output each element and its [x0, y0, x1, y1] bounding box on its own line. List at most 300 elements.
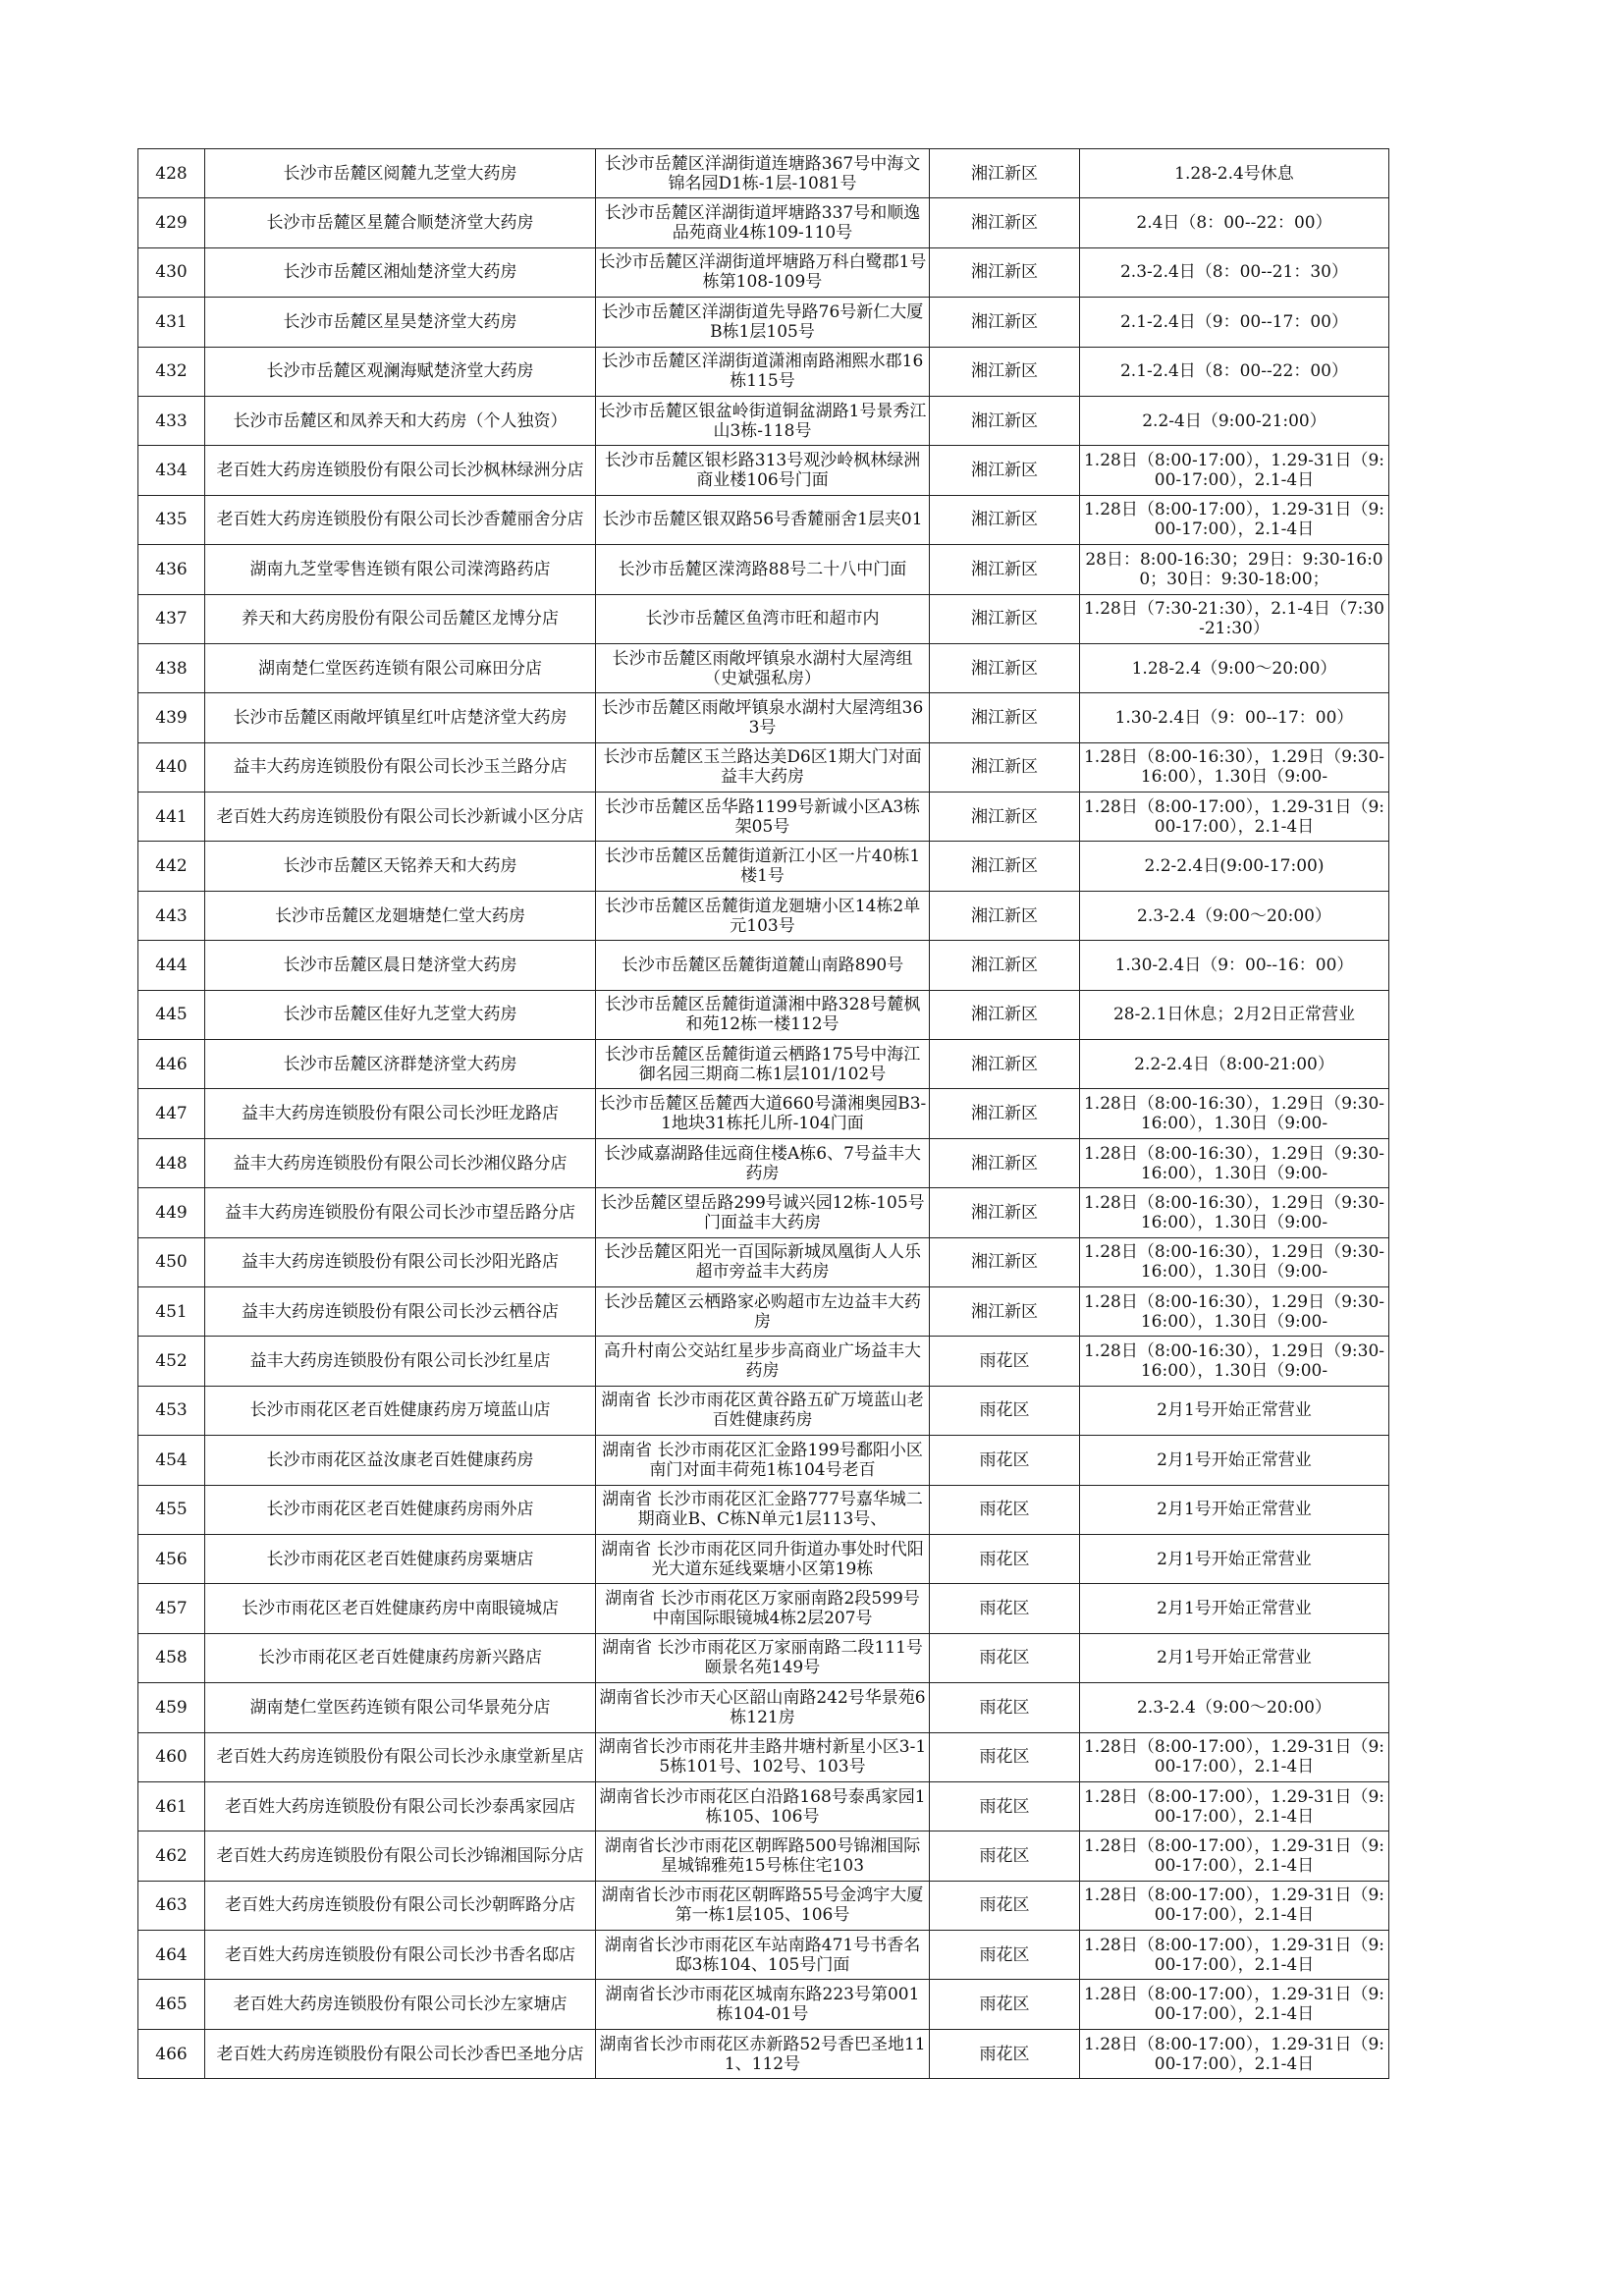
address-cell-text: 长沙市岳麓区银杉路313号观沙岭枫林绿洲商业楼106号门面: [604, 451, 921, 491]
row-number-cell-text: 451: [155, 1301, 188, 1322]
pharmacy-name-cell-text: 老百姓大药房连锁股份有限公司长沙锦湘国际分店: [216, 1845, 584, 1866]
pharmacy-name-cell: [205, 742, 596, 792]
business-hours-cell-text: 2月1号开始正常营业: [1157, 1549, 1312, 1569]
pharmacy-name-cell: [205, 347, 596, 396]
address-cell: [596, 1237, 930, 1286]
district-cell-text: 湘江新区: [971, 955, 1038, 975]
address-cell-text: 长沙市岳麓区岳麓街道新江小区一片40栋1楼1号: [604, 847, 921, 887]
table-row: [138, 1831, 1389, 1881]
address-cell-text: 湖南省长沙市雨花区城南东路223号第001栋104-01号: [605, 1985, 920, 2025]
pharmacy-name-cell-text: 益丰大药房连锁股份有限公司长沙红星店: [249, 1351, 551, 1372]
district-cell: [930, 1633, 1080, 1682]
business-hours-cell: [1080, 1188, 1389, 1237]
district-cell-text: 湘江新区: [971, 361, 1038, 382]
row-number-cell: [138, 298, 205, 347]
district-cell: [930, 446, 1080, 495]
address-cell: [596, 1485, 930, 1534]
district-cell: [930, 693, 1080, 742]
pharmacy-name-cell-text: 长沙市岳麓区和凤养天和大药房（个人独资）: [233, 410, 568, 431]
business-hours-cell: [1080, 742, 1389, 792]
address-cell: [596, 1931, 930, 1980]
pharmacy-name-cell-text: 长沙市雨花区益汝康老百姓健康药房: [266, 1449, 534, 1470]
district-cell: [930, 198, 1080, 247]
address-cell: [596, 1040, 930, 1089]
row-number-cell: [138, 1188, 205, 1237]
pharmacy-name-cell-text: 益丰大药房连锁股份有限公司长沙云栖谷店: [242, 1301, 559, 1322]
pharmacy-name-cell: [205, 941, 596, 990]
address-cell: [596, 1781, 930, 1831]
district-cell-text: 湘江新区: [971, 1054, 1038, 1074]
row-number-cell: [138, 446, 205, 495]
table-row: [138, 545, 1389, 594]
district-cell: [930, 347, 1080, 396]
address-cell-text: 长沙市岳麓区雨敞坪镇泉水湖村大屋湾组363号: [601, 697, 924, 738]
pharmacy-name-cell-text: 湖南九芝堂零售连锁有限公司溁湾路药店: [249, 559, 551, 579]
pharmacy-name-cell: [205, 1633, 596, 1682]
business-hours-cell-text: 1.28日（8:00-17:00），1.29-31日（9:00-17:00），2.1-4日: [1083, 796, 1385, 837]
business-hours-cell-text: 1.28-2.4号休息: [1174, 163, 1294, 184]
address-cell: [596, 643, 930, 692]
business-hours-cell-text: 1.28日（8:00-17:00），1.29-31日（9:00-17:00），2.1-4日: [1083, 500, 1385, 540]
address-cell-text: 湖南省长沙市雨花区车站南路471号书香名邸3栋104、105号门面: [604, 1935, 921, 1975]
business-hours-cell: [1080, 1881, 1389, 1930]
district-cell-text: 雨花区: [979, 2044, 1030, 2064]
address-cell-text: 长沙岳麓区阳光一百国际新城凤凰街人人乐超市旁益丰大药房: [604, 1242, 921, 1283]
address-cell-text: 长沙市岳麓区洋湖街道坪塘路万科白鹭郡1号栋第108-109号: [598, 252, 927, 293]
business-hours-cell: [1080, 1732, 1389, 1781]
pharmacy-name-cell: [205, 2029, 596, 2078]
pharmacy-name-cell: [205, 1138, 596, 1187]
business-hours-cell: [1080, 1931, 1389, 1980]
row-number-cell: [138, 1881, 205, 1930]
table-body: [138, 149, 1389, 2079]
pharmacy-name-cell: [205, 793, 596, 842]
row-number-cell-text: 434: [155, 461, 188, 481]
district-cell: [930, 1386, 1080, 1435]
address-cell-text: 长沙市岳麓区洋湖街道坪塘路337号和顺逸品苑商业4栋109-110号: [604, 203, 921, 244]
district-cell: [930, 1089, 1080, 1138]
district-cell-text: 雨花区: [979, 1549, 1030, 1569]
business-hours-cell: [1080, 1237, 1389, 1286]
row-number-cell-text: 460: [155, 1747, 188, 1768]
district-cell: [930, 643, 1080, 692]
pharmacy-name-cell-text: 益丰大药房连锁股份有限公司长沙旺龙路店: [242, 1104, 559, 1124]
table-row: [138, 247, 1389, 297]
pharmacy-name-cell-text: 老百姓大药房连锁股份有限公司长沙新诚小区分店: [216, 806, 584, 827]
business-hours-cell: [1080, 1584, 1389, 1633]
district-cell: [930, 1781, 1080, 1831]
table-row: [138, 1286, 1389, 1336]
district-cell: [930, 1286, 1080, 1336]
business-hours-cell: [1080, 1633, 1389, 1682]
row-number-cell-text: 465: [155, 1995, 188, 2015]
row-number-cell: [138, 1931, 205, 1980]
row-number-cell: [138, 1683, 205, 1732]
district-cell: [930, 1436, 1080, 1485]
district-cell-text: 雨花区: [979, 1796, 1030, 1817]
table-row: [138, 1732, 1389, 1781]
row-number-cell-text: 432: [155, 361, 188, 382]
pharmacy-name-cell: [205, 298, 596, 347]
table-row: [138, 1534, 1389, 1583]
business-hours-cell: [1080, 891, 1389, 940]
business-hours-cell: [1080, 396, 1389, 445]
business-hours-cell-text: 1.28日（8:00-17:00），1.29-31日（9:00-17:00），2.1-4日: [1083, 1985, 1385, 2025]
pharmacy-name-cell: [205, 1436, 596, 1485]
district-cell: [930, 1980, 1080, 2029]
table-row: [138, 891, 1389, 940]
pharmacy-name-cell-text: 益丰大药房连锁股份有限公司长沙玉兰路分店: [233, 757, 568, 778]
business-hours-cell-text: 1.28日（7:30-21:30），2.1-4日（7:30-21:30）: [1083, 599, 1385, 639]
row-number-cell: [138, 1781, 205, 1831]
pharmacy-name-cell-text: 长沙市岳麓区济群楚济堂大药房: [283, 1054, 517, 1074]
pharmacy-name-cell: [205, 693, 596, 742]
district-cell: [930, 1485, 1080, 1534]
pharmacy-name-cell: [205, 495, 596, 544]
address-cell: [596, 693, 930, 742]
business-hours-cell: [1080, 1534, 1389, 1583]
pharmacy-name-cell-text: 长沙市岳麓区天铭养天和大药房: [283, 856, 517, 877]
row-number-cell-text: 435: [155, 510, 188, 530]
district-cell: [930, 1831, 1080, 1881]
business-hours-cell-text: 2月1号开始正常营业: [1157, 1449, 1312, 1470]
business-hours-cell-text: 1.30-2.4日（9：00--16：00）: [1114, 955, 1354, 975]
row-number-cell-text: 456: [155, 1549, 188, 1569]
district-cell: [930, 742, 1080, 792]
business-hours-cell: [1080, 446, 1389, 495]
address-cell-text: 长沙市岳麓区洋湖街道潇湘南路湘熙水郡16栋115号: [601, 352, 924, 392]
business-hours-cell-text: 1.28日（8:00-16:30），1.29日（9:30-16:00），1.30日（9:00-: [1083, 1192, 1385, 1232]
address-cell: [596, 1881, 930, 1930]
row-number-cell: [138, 396, 205, 445]
row-number-cell: [138, 1534, 205, 1583]
district-cell-text: 湘江新区: [971, 757, 1038, 778]
address-cell: [596, 1138, 930, 1187]
business-hours-cell-text: 2.2-2.4日（8:00-21:00）: [1134, 1054, 1334, 1074]
business-hours-cell-text: 1.28日（8:00-17:00），1.29-31日（9:00-17:00），2.1-4日: [1083, 1786, 1385, 1827]
business-hours-cell-text: 1.28日（8:00-16:30），1.29日（9:30-16:00），1.30日（9:00-: [1083, 1143, 1385, 1183]
address-cell-text: 湖南省长沙市雨花区朝晖路500号锦湘国际星城锦雅苑15号栋住宅103: [604, 1835, 921, 1876]
pharmacy-name-cell-text: 长沙市岳麓区雨敞坪镇星红叶店楚济堂大药房: [233, 707, 568, 728]
pharmacy-name-cell: [205, 1534, 596, 1583]
district-cell-text: 湘江新区: [971, 262, 1038, 283]
address-cell: [596, 2029, 930, 2078]
row-number-cell-text: 458: [155, 1648, 188, 1668]
district-cell-text: 湘江新区: [971, 213, 1038, 234]
pharmacy-name-cell-text: 益丰大药房连锁股份有限公司长沙市望岳路分店: [225, 1202, 575, 1223]
row-number-cell: [138, 1732, 205, 1781]
address-cell-text: 湖南省长沙市雨花井圭路井塘村新星小区3-15栋101号、102号、103号: [598, 1737, 927, 1777]
business-hours-cell: [1080, 198, 1389, 247]
address-cell: [596, 941, 930, 990]
business-hours-cell-text: 2月1号开始正常营业: [1157, 1400, 1312, 1421]
district-cell-text: 湘江新区: [971, 856, 1038, 877]
pharmacy-name-cell: [205, 1881, 596, 1930]
row-number-cell-text: 441: [155, 806, 188, 827]
business-hours-cell: [1080, 1337, 1389, 1386]
business-hours-cell: [1080, 594, 1389, 643]
pharmacy-name-cell: [205, 1781, 596, 1831]
table-row: [138, 1485, 1389, 1534]
address-cell: [596, 545, 930, 594]
row-number-cell: [138, 742, 205, 792]
row-number-cell: [138, 643, 205, 692]
row-number-cell-text: 428: [155, 163, 188, 184]
address-cell-text: 湖南省长沙市雨花区白沿路168号泰禹家园1栋105、106号: [599, 1786, 926, 1827]
row-number-cell: [138, 891, 205, 940]
district-cell-text: 雨花区: [979, 1648, 1030, 1668]
table-row: [138, 1237, 1389, 1286]
row-number-cell: [138, 1337, 205, 1386]
business-hours-cell-text: 1.28日（8:00-16:30），1.29日（9:30-16:00），1.30日（9:00-: [1083, 747, 1385, 788]
pharmacy-name-cell-text: 长沙市岳麓区龙廻塘楚仁堂大药房: [275, 905, 525, 926]
row-number-cell: [138, 941, 205, 990]
address-cell-text: 湖南省长沙市天心区韶山南路242号华景苑6栋121房: [599, 1687, 926, 1727]
address-cell-text: 湖南省 长沙市雨花区同升街道办事处时代阳光大道东延线粟塘小区第19栋: [601, 1539, 924, 1579]
district-cell: [930, 1931, 1080, 1980]
district-cell: [930, 594, 1080, 643]
business-hours-cell: [1080, 247, 1389, 297]
pharmacy-name-cell-text: 老百姓大药房连锁股份有限公司长沙泰禹家园店: [225, 1796, 575, 1817]
business-hours-cell-text: 2月1号开始正常营业: [1157, 1500, 1312, 1520]
district-cell: [930, 990, 1080, 1039]
table-row: [138, 742, 1389, 792]
business-hours-cell: [1080, 1040, 1389, 1089]
address-cell-text: 长沙市岳麓区岳麓街道潇湘中路328号麓枫和苑12栋一楼112号: [604, 995, 921, 1035]
pharmacy-table: [137, 148, 1389, 2079]
row-number-cell: [138, 1089, 205, 1138]
pharmacy-name-cell-text: 老百姓大药房连锁股份有限公司长沙香麓丽舍分店: [216, 510, 584, 530]
pharmacy-name-cell-text: 老百姓大药房连锁股份有限公司长沙左家塘店: [233, 1995, 568, 2015]
row-number-cell: [138, 842, 205, 891]
business-hours-cell: [1080, 842, 1389, 891]
pharmacy-name-cell: [205, 1188, 596, 1237]
address-cell: [596, 1337, 930, 1386]
row-number-cell: [138, 1831, 205, 1881]
address-cell-text: 长沙市岳麓区洋湖街道先导路76号新仁大厦B栋1层105号: [601, 301, 924, 342]
address-cell: [596, 1089, 930, 1138]
district-cell: [930, 2029, 1080, 2078]
table-row: [138, 149, 1389, 198]
business-hours-cell-text: 1.28日（8:00-17:00），1.29-31日（9:00-17:00），2.1-4日: [1083, 1737, 1385, 1777]
address-cell: [596, 1534, 930, 1583]
business-hours-cell: [1080, 693, 1389, 742]
pharmacy-name-cell: [205, 1237, 596, 1286]
pharmacy-name-cell-text: 长沙市岳麓区观澜海赋楚济堂大药房: [266, 361, 534, 382]
address-cell-text: 长沙市岳麓区雨敞坪镇泉水湖村大屋湾组（史斌强私房）: [612, 648, 913, 688]
pharmacy-name-cell: [205, 891, 596, 940]
district-cell: [930, 941, 1080, 990]
row-number-cell-text: 431: [155, 311, 188, 332]
pharmacy-name-cell: [205, 1089, 596, 1138]
row-number-cell: [138, 1436, 205, 1485]
business-hours-cell-text: 1.28日（8:00-16:30），1.29日（9:30-16:00），1.30日（9:00-: [1083, 1341, 1385, 1382]
district-cell-text: 湘江新区: [971, 510, 1038, 530]
row-number-cell-text: 448: [155, 1153, 188, 1174]
table-row: [138, 495, 1389, 544]
row-number-cell: [138, 594, 205, 643]
row-number-cell-text: 436: [155, 559, 188, 579]
table-row: [138, 1980, 1389, 2029]
business-hours-cell: [1080, 1089, 1389, 1138]
pharmacy-name-cell: [205, 1584, 596, 1633]
pharmacy-name-cell: [205, 545, 596, 594]
business-hours-cell-text: 1.30-2.4日（9：00--17：00）: [1114, 707, 1354, 728]
pharmacy-name-cell-text: 长沙市岳麓区星麓合顺楚济堂大药房: [266, 213, 534, 234]
address-cell-text: 湖南省长沙市雨花区朝晖路55号金鸿宇大厦第一栋1层105、106号: [601, 1886, 924, 1926]
address-cell: [596, 1436, 930, 1485]
district-cell-text: 湘江新区: [971, 1153, 1038, 1174]
row-number-cell-text: 450: [155, 1252, 188, 1273]
business-hours-cell-text: 1.28日（8:00-17:00），1.29-31日（9:00-17:00），2.1-4日: [1083, 1886, 1385, 1926]
district-cell: [930, 1188, 1080, 1237]
business-hours-cell: [1080, 1485, 1389, 1534]
district-cell: [930, 891, 1080, 940]
address-cell: [596, 198, 930, 247]
row-number-cell-text: 438: [155, 658, 188, 679]
address-cell: [596, 1386, 930, 1435]
row-number-cell: [138, 1040, 205, 1089]
row-number-cell-text: 454: [155, 1449, 188, 1470]
row-number-cell-text: 453: [155, 1400, 188, 1421]
table-row: [138, 594, 1389, 643]
address-cell: [596, 594, 930, 643]
row-number-cell: [138, 198, 205, 247]
address-cell-text: 长沙咸嘉湖路佳远商住楼A栋6、7号益丰大药房: [604, 1143, 921, 1183]
pharmacy-name-cell: [205, 1386, 596, 1435]
pharmacy-name-cell-text: 长沙市岳麓区佳好九芝堂大药房: [283, 1005, 517, 1025]
row-number-cell-text: 442: [155, 856, 188, 877]
district-cell: [930, 1040, 1080, 1089]
pharmacy-name-cell-text: 长沙市雨花区老百姓健康药房雨外店: [266, 1500, 534, 1520]
business-hours-cell: [1080, 1831, 1389, 1881]
address-cell-text: 长沙市岳麓区鱼湾市旺和超市内: [645, 609, 880, 629]
pharmacy-name-cell-text: 长沙市岳麓区星昊楚济堂大药房: [283, 311, 517, 332]
business-hours-cell: [1080, 2029, 1389, 2078]
business-hours-cell-text: 2.2-4日（9:00-21:00）: [1142, 410, 1326, 431]
address-cell-text: 长沙市岳麓区玉兰路达美D6区1期大门对面益丰大药房: [603, 747, 922, 788]
table-row: [138, 198, 1389, 247]
district-cell: [930, 1138, 1080, 1187]
row-number-cell-text: 446: [155, 1054, 188, 1074]
pharmacy-name-cell-text: 益丰大药房连锁股份有限公司长沙湘仪路分店: [233, 1153, 568, 1174]
pharmacy-name-cell: [205, 149, 596, 198]
business-hours-cell-text: 28日：8:00-16:30；29日：9:30-16:00；30日：9:30-18:00；: [1085, 549, 1383, 589]
row-number-cell: [138, 347, 205, 396]
row-number-cell: [138, 1584, 205, 1633]
address-cell: [596, 842, 930, 891]
row-number-cell: [138, 1386, 205, 1435]
district-cell: [930, 842, 1080, 891]
row-number-cell-text: 452: [155, 1351, 188, 1372]
table-row: [138, 693, 1389, 742]
district-cell: [930, 1881, 1080, 1930]
district-cell-text: 雨花区: [979, 1845, 1030, 1866]
business-hours-cell-text: 2月1号开始正常营业: [1157, 1648, 1312, 1668]
address-cell-text: 长沙市岳麓区岳麓街道龙廻塘小区14栋2单元103号: [604, 896, 921, 936]
pharmacy-name-cell: [205, 247, 596, 297]
address-cell-text: 湖南省长沙市雨花区赤新路52号香巴圣地111、112号: [599, 2034, 926, 2074]
address-cell-text: 长沙市岳麓区岳麓街道麓山南路890号: [621, 955, 904, 975]
pharmacy-name-cell: [205, 842, 596, 891]
pharmacy-name-cell-text: 长沙市雨花区老百姓健康药房新兴路店: [258, 1648, 542, 1668]
pharmacy-name-cell: [205, 990, 596, 1039]
pharmacy-name-cell: [205, 1931, 596, 1980]
row-number-cell: [138, 693, 205, 742]
address-cell-text: 湖南省 长沙市雨花区万家丽南路二段111号颐景名苑149号: [602, 1638, 923, 1678]
table-row: [138, 1881, 1389, 1930]
district-cell-text: 湘江新区: [971, 707, 1038, 728]
table-row: [138, 1188, 1389, 1237]
district-cell: [930, 298, 1080, 347]
business-hours-cell-text: 1.28日（8:00-17:00），1.29-31日（9:00-17:00），2.1-4日: [1083, 1835, 1385, 1876]
row-number-cell-text: 457: [155, 1599, 188, 1619]
address-cell: [596, 1831, 930, 1881]
pharmacy-name-cell: [205, 1831, 596, 1881]
business-hours-cell-text: 2.1-2.4日（9：00--17：00）: [1119, 311, 1348, 332]
row-number-cell: [138, 1485, 205, 1534]
row-number-cell: [138, 1980, 205, 2029]
business-hours-cell-text: 2.3-2.4（9:00～20:00）: [1137, 905, 1331, 926]
row-number-cell: [138, 1633, 205, 1682]
pharmacy-name-cell: [205, 1040, 596, 1089]
district-cell-text: 湘江新区: [971, 1252, 1038, 1273]
row-number-cell: [138, 793, 205, 842]
address-cell: [596, 1683, 930, 1732]
pharmacy-name-cell-text: 长沙市岳麓区湘灿楚济堂大药房: [283, 262, 517, 283]
district-cell: [930, 495, 1080, 544]
row-number-cell-text: 430: [155, 262, 188, 283]
row-number-cell: [138, 1286, 205, 1336]
table-row: [138, 1040, 1389, 1089]
district-cell-text: 湘江新区: [971, 658, 1038, 679]
district-cell-text: 湘江新区: [971, 806, 1038, 827]
business-hours-cell: [1080, 941, 1389, 990]
pharmacy-name-cell-text: 长沙市岳麓区阅麓九芝堂大药房: [283, 163, 517, 184]
business-hours-cell: [1080, 1436, 1389, 1485]
row-number-cell-text: 462: [155, 1845, 188, 1866]
district-cell-text: 湘江新区: [971, 461, 1038, 481]
address-cell: [596, 396, 930, 445]
district-cell-text: 湘江新区: [971, 905, 1038, 926]
pharmacy-name-cell: [205, 1485, 596, 1534]
district-cell-text: 雨花区: [979, 1747, 1030, 1768]
table-row: [138, 446, 1389, 495]
address-cell: [596, 1584, 930, 1633]
business-hours-cell: [1080, 793, 1389, 842]
district-cell-text: 湘江新区: [971, 1301, 1038, 1322]
district-cell-text: 雨花区: [979, 1351, 1030, 1372]
row-number-cell-text: 433: [155, 410, 188, 431]
district-cell-text: 湘江新区: [971, 311, 1038, 332]
row-number-cell: [138, 2029, 205, 2078]
business-hours-cell: [1080, 149, 1389, 198]
business-hours-cell: [1080, 643, 1389, 692]
pharmacy-name-cell-text: 长沙市雨花区老百姓健康药房中南眼镜城店: [242, 1599, 559, 1619]
district-cell: [930, 396, 1080, 445]
pharmacy-name-cell: [205, 1732, 596, 1781]
district-cell-text: 湘江新区: [971, 1005, 1038, 1025]
pharmacy-name-cell-text: 老百姓大药房连锁股份有限公司长沙书香名邸店: [225, 1944, 575, 1965]
address-cell: [596, 891, 930, 940]
address-cell: [596, 347, 930, 396]
table-row: [138, 396, 1389, 445]
address-cell: [596, 495, 930, 544]
row-number-cell-text: 459: [155, 1697, 188, 1718]
pharmacy-name-cell: [205, 1980, 596, 2029]
address-cell-text: 湖南省 长沙市雨花区汇金路777号嘉华城二期商业B、C栋N单元1层113号、: [602, 1490, 923, 1530]
table-row: [138, 643, 1389, 692]
